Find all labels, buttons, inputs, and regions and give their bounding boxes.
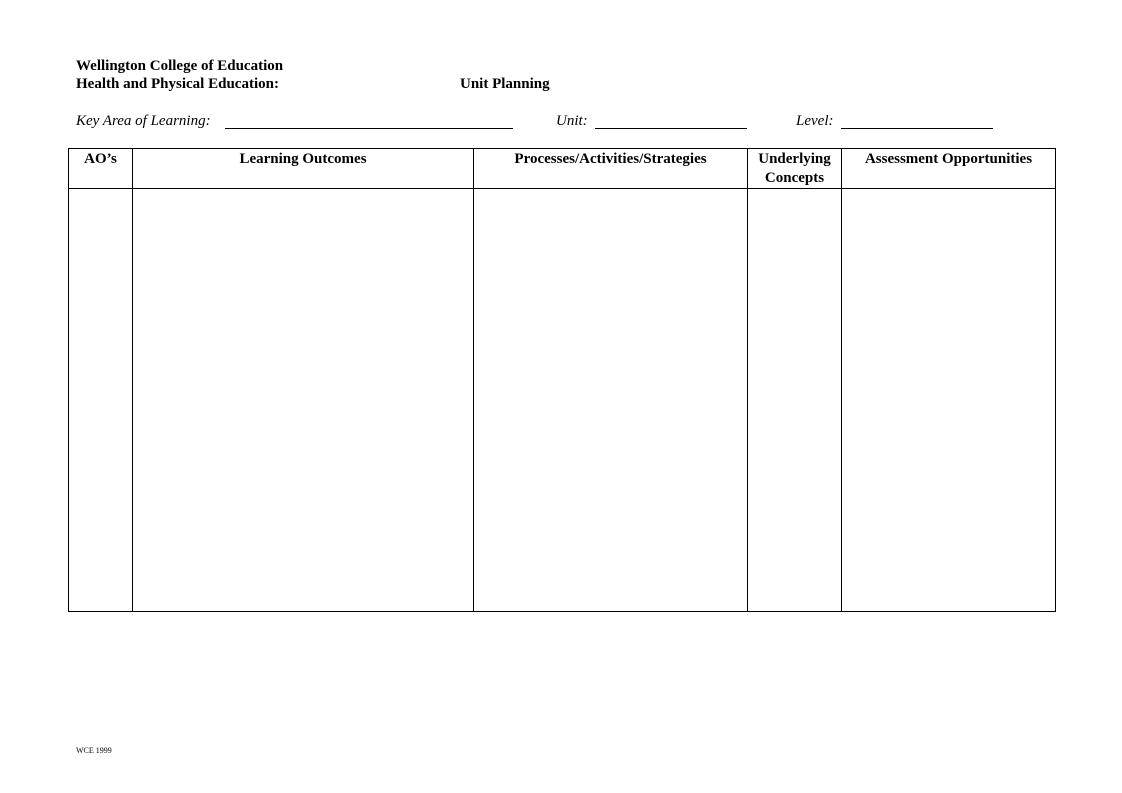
cell-learning-outcomes[interactable]	[133, 189, 474, 612]
level-label: Level:	[796, 113, 834, 129]
col-header-assessment: Assessment Opportunities	[842, 149, 1056, 189]
key-area-input-line[interactable]	[225, 128, 513, 129]
table-header-row	[69, 149, 1056, 189]
form-title: Unit Planning	[460, 76, 550, 92]
table-row	[69, 189, 1056, 612]
institution-name: Wellington College of Education	[76, 58, 284, 74]
key-area-label: Key Area of Learning:	[76, 113, 211, 129]
footer-note: WCE 1999	[76, 746, 112, 755]
subject-heading: Health and Physical Education:	[76, 76, 279, 92]
level-input-line[interactable]	[841, 128, 993, 129]
col-header-aos: AO’s	[69, 149, 133, 189]
col-header-learning-outcomes: Learning Outcomes	[133, 149, 474, 189]
cell-assessment[interactable]	[842, 189, 1056, 612]
unit-planning-table	[68, 148, 1056, 612]
cell-aos[interactable]	[69, 189, 133, 612]
col-header-processes: Processes/Activities/Strategies	[474, 149, 748, 189]
col-header-underlying-concepts: Underlying Concepts	[748, 149, 842, 189]
unit-label: Unit:	[556, 113, 588, 129]
cell-processes[interactable]	[474, 189, 748, 612]
unit-input-line[interactable]	[595, 128, 747, 129]
cell-underlying-concepts[interactable]	[748, 189, 842, 612]
